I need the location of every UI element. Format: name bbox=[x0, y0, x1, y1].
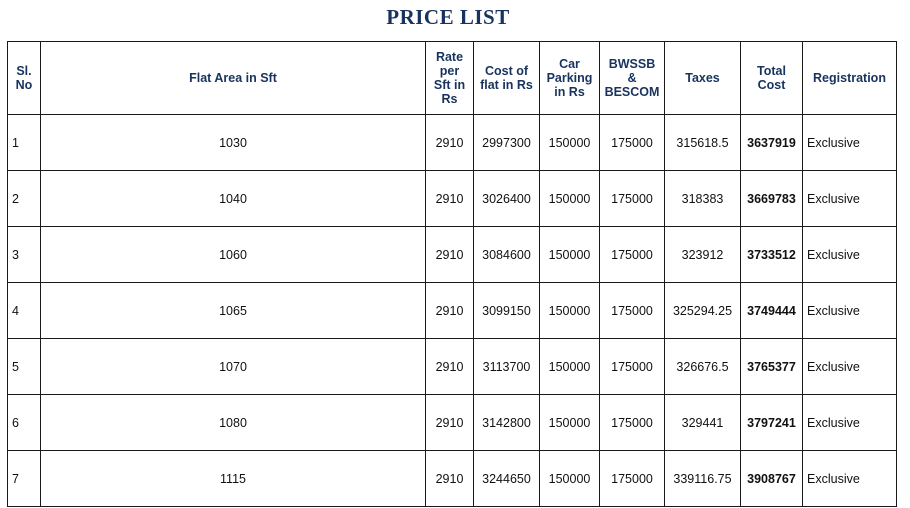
cell-registration: Exclusive bbox=[803, 283, 897, 339]
cell-car-parking: 150000 bbox=[540, 115, 600, 171]
table-header bbox=[8, 42, 897, 115]
cell-cost: 3113700 bbox=[474, 339, 540, 395]
cell-total-cost: 3797241 bbox=[741, 395, 803, 451]
cell-sl-no: 3 bbox=[8, 227, 41, 283]
table-header-row bbox=[8, 42, 897, 115]
cell-registration: Exclusive bbox=[803, 171, 897, 227]
cell-car-parking: 150000 bbox=[540, 227, 600, 283]
cell-cost: 3084600 bbox=[474, 227, 540, 283]
column-header-car-parking: Car Parking in Rs bbox=[540, 42, 600, 115]
cell-flat-area: 1065 bbox=[41, 283, 426, 339]
cell-bwssb-bescom: 175000 bbox=[600, 227, 665, 283]
cell-car-parking: 150000 bbox=[540, 171, 600, 227]
cell-rate: 2910 bbox=[426, 227, 474, 283]
table-row bbox=[8, 395, 897, 451]
cell-rate: 2910 bbox=[426, 283, 474, 339]
table-row bbox=[8, 451, 897, 507]
cell-rate: 2910 bbox=[426, 171, 474, 227]
cell-sl-no: 7 bbox=[8, 451, 41, 507]
cell-sl-no: 5 bbox=[8, 339, 41, 395]
cell-registration: Exclusive bbox=[803, 451, 897, 507]
table-body bbox=[8, 115, 897, 507]
cell-registration: Exclusive bbox=[803, 339, 897, 395]
cell-flat-area: 1080 bbox=[41, 395, 426, 451]
cell-flat-area: 1115 bbox=[41, 451, 426, 507]
cell-bwssb-bescom: 175000 bbox=[600, 395, 665, 451]
table-row bbox=[8, 283, 897, 339]
cell-rate: 2910 bbox=[426, 395, 474, 451]
cell-registration: Exclusive bbox=[803, 395, 897, 451]
cell-flat-area: 1030 bbox=[41, 115, 426, 171]
cell-total-cost: 3749444 bbox=[741, 283, 803, 339]
cell-taxes: 318383 bbox=[665, 171, 741, 227]
cell-bwssb-bescom: 175000 bbox=[600, 339, 665, 395]
cell-total-cost: 3637919 bbox=[741, 115, 803, 171]
cell-sl-no: 4 bbox=[8, 283, 41, 339]
cell-sl-no: 6 bbox=[8, 395, 41, 451]
cell-total-cost: 3669783 bbox=[741, 171, 803, 227]
cell-registration: Exclusive bbox=[803, 227, 897, 283]
cell-taxes: 315618.5 bbox=[665, 115, 741, 171]
column-header-taxes: Taxes bbox=[665, 42, 741, 115]
cell-rate: 2910 bbox=[426, 115, 474, 171]
column-header-registration: Registration bbox=[803, 42, 897, 115]
column-header-total-cost: Total Cost bbox=[741, 42, 803, 115]
cell-car-parking: 150000 bbox=[540, 339, 600, 395]
cell-bwssb-bescom: 175000 bbox=[600, 115, 665, 171]
cell-car-parking: 150000 bbox=[540, 395, 600, 451]
cell-car-parking: 150000 bbox=[540, 283, 600, 339]
cell-cost: 3099150 bbox=[474, 283, 540, 339]
cell-sl-no: 1 bbox=[8, 115, 41, 171]
cell-rate: 2910 bbox=[426, 451, 474, 507]
column-header-rate-per-sft: Rate per Sft in Rs bbox=[426, 42, 474, 115]
cell-flat-area: 1070 bbox=[41, 339, 426, 395]
column-header-cost-of-flat: Cost of flat in Rs bbox=[474, 42, 540, 115]
cell-car-parking: 150000 bbox=[540, 451, 600, 507]
cell-bwssb-bescom: 175000 bbox=[600, 283, 665, 339]
cell-sl-no: 2 bbox=[8, 171, 41, 227]
cell-cost: 3244650 bbox=[474, 451, 540, 507]
cell-cost: 2997300 bbox=[474, 115, 540, 171]
cell-flat-area: 1060 bbox=[41, 227, 426, 283]
cell-taxes: 329441 bbox=[665, 395, 741, 451]
cell-rate: 2910 bbox=[426, 339, 474, 395]
cell-total-cost: 3908767 bbox=[741, 451, 803, 507]
cell-flat-area: 1040 bbox=[41, 171, 426, 227]
cell-bwssb-bescom: 175000 bbox=[600, 171, 665, 227]
cell-taxes: 323912 bbox=[665, 227, 741, 283]
cell-registration: Exclusive bbox=[803, 115, 897, 171]
cell-cost: 3142800 bbox=[474, 395, 540, 451]
price-list-table bbox=[7, 41, 897, 507]
table-row bbox=[8, 171, 897, 227]
page-title: PRICE LIST bbox=[386, 5, 510, 29]
table-row bbox=[8, 227, 897, 283]
cell-total-cost: 3733512 bbox=[741, 227, 803, 283]
column-header-bwssb-bescom: BWSSB & BESCOM bbox=[600, 42, 665, 115]
cell-taxes: 326676.5 bbox=[665, 339, 741, 395]
cell-taxes: 339116.75 bbox=[665, 451, 741, 507]
cell-cost: 3026400 bbox=[474, 171, 540, 227]
cell-taxes: 325294.25 bbox=[665, 283, 741, 339]
column-header-sl-no: Sl. No bbox=[8, 42, 41, 115]
cell-total-cost: 3765377 bbox=[741, 339, 803, 395]
cell-bwssb-bescom: 175000 bbox=[600, 451, 665, 507]
column-header-flat-area: Flat Area in Sft bbox=[41, 42, 426, 115]
table-row bbox=[8, 339, 897, 395]
table-row bbox=[8, 115, 897, 171]
